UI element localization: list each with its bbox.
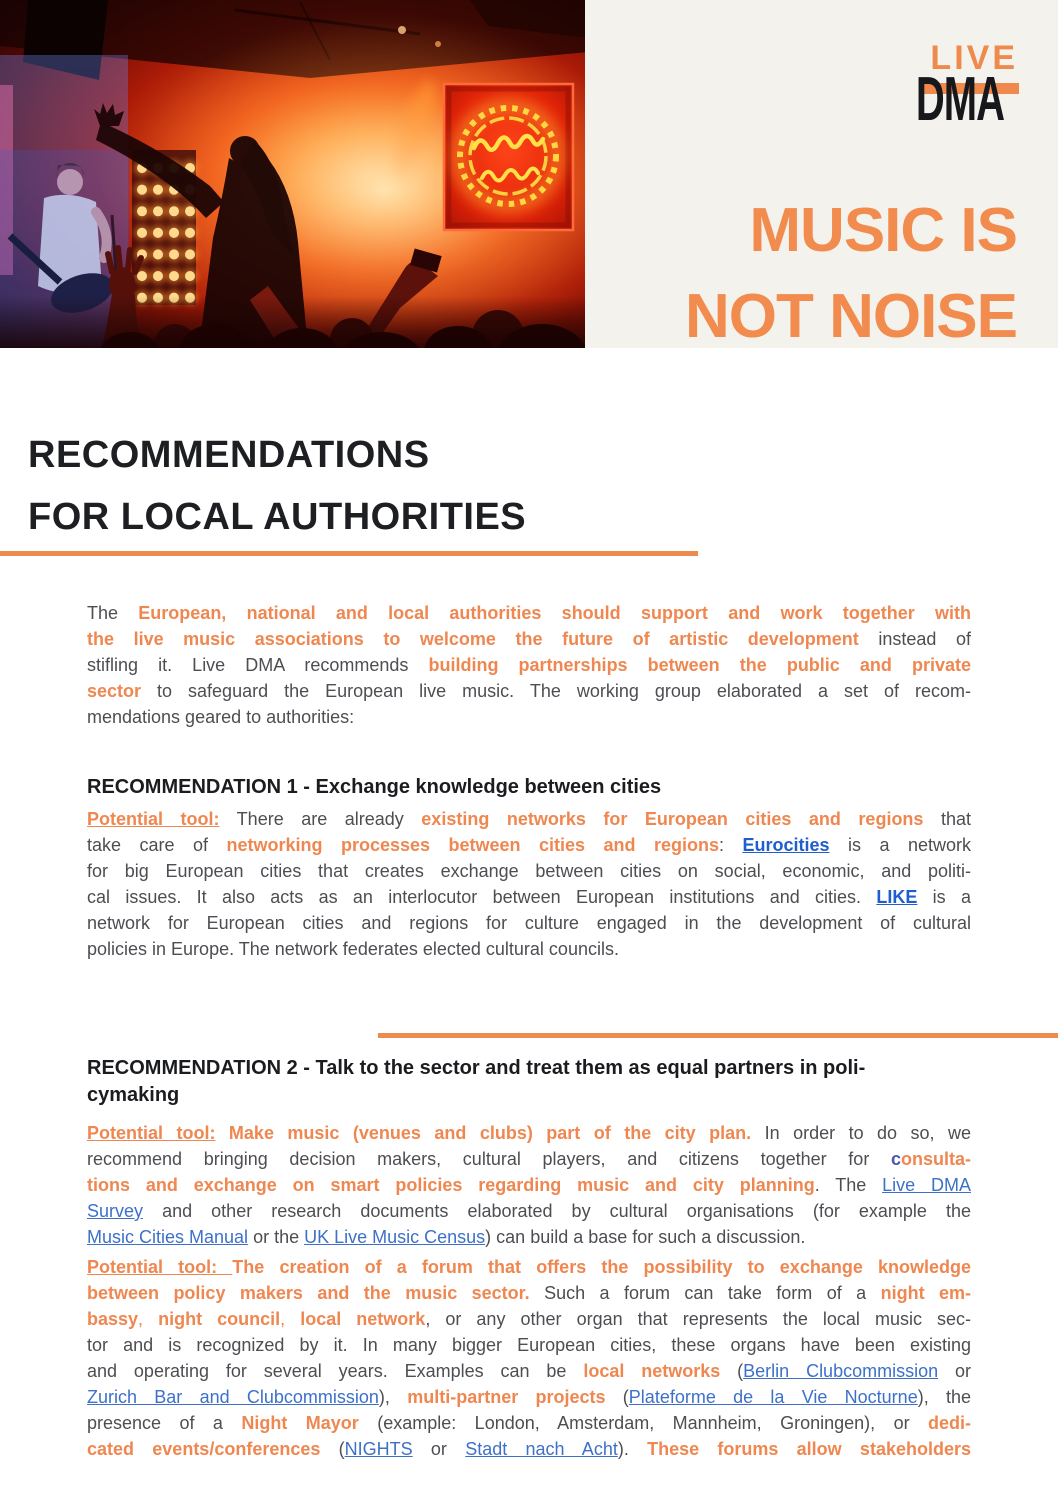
text-segment: dedi- <box>928 1413 972 1433</box>
text-link[interactable]: NIGHTS <box>344 1439 413 1459</box>
text-segment: between policy makers and the music sector. <box>87 1283 530 1303</box>
neon-sign <box>444 84 573 230</box>
text-link[interactable]: Berlin Clubcommission <box>743 1361 939 1381</box>
text-segment: that <box>923 809 971 829</box>
text-segment: mendations geared to authorities: <box>87 707 355 727</box>
text-segment: There are already <box>219 809 422 829</box>
text-segment: cal issues. It also acts as an interlocutor between European institutions and cities. <box>87 887 877 907</box>
text-segment: ), <box>378 1387 408 1407</box>
text-segment: multi-partner projects <box>407 1387 606 1407</box>
text-segment: night council <box>158 1309 281 1329</box>
live-dma-logo <box>878 41 1018 133</box>
text-line <box>87 1224 971 1250</box>
logo-dma-text: DMA <box>915 65 1004 135</box>
text-line <box>87 806 971 832</box>
text-link[interactable]: Zurich Bar and Clubcommission <box>87 1387 379 1407</box>
text-link[interactable]: Plateforme de la Vie Nocturne <box>628 1387 918 1407</box>
text-segment: building partnerships between the public and private <box>428 655 972 675</box>
text-segment: ) can build a base for such a discussion. <box>485 1227 806 1247</box>
text-link[interactable]: Survey <box>87 1201 144 1221</box>
text-segment: Night Mayor <box>241 1413 359 1433</box>
text-line <box>87 832 971 858</box>
text-segment: . The <box>814 1175 883 1195</box>
brand-panel <box>585 0 1058 351</box>
text-line <box>87 858 971 884</box>
text-segment: and other research documents elaborated by cultural organisations (for example the <box>143 1201 971 1221</box>
text-segment: to safeguard the European live music. The working group elaborated a set of recom- <box>141 681 971 701</box>
orange-divider-middle <box>378 1033 1058 1038</box>
text-segment: onsulta- <box>901 1149 971 1169</box>
text-link[interactable]: Eurocities <box>742 835 830 855</box>
text-segment: ( <box>720 1361 744 1381</box>
recommendation-1-heading: RECOMMENDATION 1 - Exchange knowledge between cities <box>87 776 662 798</box>
text-segment: tor and is recognized by it. In many bigger European cities, these organs have been existing <box>87 1335 971 1355</box>
page-title-line2: FOR LOCAL AUTHORITIES <box>28 496 527 538</box>
text-segment: ( <box>605 1387 629 1407</box>
recommendation-2-paragraph-1 <box>87 1120 971 1250</box>
text-link[interactable]: LIKE <box>876 887 918 907</box>
text-link[interactable]: UK Live Music Census <box>304 1227 486 1247</box>
text-segment: is a <box>917 887 972 907</box>
text-segment: , <box>280 1309 301 1329</box>
recommendation-1-paragraph <box>87 806 971 962</box>
text-segment: , or any other organ that represents the local music sec- <box>425 1309 972 1329</box>
text-line <box>87 600 971 626</box>
text-line <box>87 1436 971 1462</box>
recommendation-2-heading-line1: RECOMMENDATION 2 - Talk to the sector and treat them as equal partners in poli- <box>87 1057 866 1079</box>
text-line <box>87 1358 971 1384</box>
page-title-line1: RECOMMENDATIONS <box>28 434 430 476</box>
banner-title-line1: MUSIC IS <box>749 196 1017 265</box>
recommendation-2-heading <box>87 1055 971 1109</box>
recommendation-2-heading-line2: cymaking <box>87 1084 180 1106</box>
text-segment: presence of a <box>87 1413 242 1433</box>
text-line <box>87 1332 971 1358</box>
text-line <box>87 1384 971 1410</box>
text-segment: instead of <box>858 629 971 649</box>
text-segment: bassy <box>87 1309 139 1329</box>
text-segment: the live music associations to welcome the future of artistic development <box>87 629 859 649</box>
text-segment: Potential tool: <box>87 1257 233 1277</box>
text-segment: Such a forum can take form of a <box>529 1283 881 1303</box>
text-segment: : <box>719 835 743 855</box>
text-segment: , <box>138 1309 159 1329</box>
text-line <box>87 936 971 962</box>
text-segment: recommend bringing decision makers, cultural players, and citizens together for <box>87 1149 891 1169</box>
text-line <box>87 1280 971 1306</box>
text-segment: Potential tool: <box>87 809 220 829</box>
text-segment: cated events/conferences <box>87 1439 321 1459</box>
text-segment: ). <box>617 1439 648 1459</box>
text-segment: or <box>412 1439 466 1459</box>
text-segment: Make music (venues and clubs) part of the city plan. <box>228 1123 752 1143</box>
text-segment: The <box>87 603 139 623</box>
text-segment: for big European cities that creates exchange between cities on social, economic, and politi- <box>87 861 971 881</box>
text-segment: or the <box>248 1227 305 1247</box>
text-segment: local networks <box>583 1361 721 1381</box>
banner-title <box>685 188 1017 360</box>
text-line <box>87 884 971 910</box>
text-segment: The creation of a forum that offers the possibility to exchange knowledge <box>232 1257 972 1277</box>
text-line <box>87 1146 971 1172</box>
text-segment: networking processes between cities and regions <box>226 835 719 855</box>
text-segment: These forums allow stakeholders <box>647 1439 971 1459</box>
text-line <box>87 1198 971 1224</box>
intro-paragraph <box>87 600 971 730</box>
text-segment: and operating for several years. Examples can be <box>87 1361 584 1381</box>
text-segment: European, national and local authorities should support and work together with <box>138 603 971 623</box>
text-segment <box>215 1123 228 1143</box>
text-segment: policies in Europe. The network federates elected cultural councils. <box>87 939 619 959</box>
text-line <box>87 626 971 652</box>
text-line <box>87 704 971 730</box>
text-segment: is a network <box>829 835 971 855</box>
text-segment: In order to do so, we <box>751 1123 971 1143</box>
text-line <box>87 1306 971 1332</box>
text-segment: c <box>890 1149 901 1169</box>
text-link[interactable]: Music Cities Manual <box>87 1227 249 1247</box>
orange-divider-top <box>0 551 698 556</box>
text-segment: tions and exchange on smart policies regarding music and city planning <box>87 1175 815 1195</box>
text-segment: network for European cities and regions for culture engaged in the development of cultural <box>87 913 971 933</box>
text-segment: sector <box>87 681 142 701</box>
text-link[interactable]: Stadt nach Acht <box>465 1439 618 1459</box>
concert-photo <box>0 0 588 348</box>
text-segment: ), the <box>917 1387 971 1407</box>
recommendation-2-paragraph-2 <box>87 1254 971 1462</box>
text-line <box>87 1172 971 1198</box>
text-line <box>87 1410 971 1436</box>
text-line <box>87 652 971 678</box>
text-segment: ( <box>320 1439 345 1459</box>
page-title <box>28 424 526 548</box>
text-segment: take care of <box>87 835 227 855</box>
text-segment: or <box>938 1361 972 1381</box>
banner-title-line2: NOT NOISE <box>684 282 1017 351</box>
text-segment: local network <box>300 1309 426 1329</box>
text-segment: existing networks for European cities and regions <box>421 809 924 829</box>
text-segment: Potential tool: <box>87 1123 216 1143</box>
text-segment: night em- <box>880 1283 971 1303</box>
text-line <box>87 1120 971 1146</box>
text-line <box>87 678 971 704</box>
logo-live-text: LIVE <box>930 39 1018 77</box>
text-line <box>87 1254 971 1280</box>
text-line <box>87 910 971 936</box>
text-segment: stifling it. Live DMA recommends <box>87 655 429 675</box>
text-segment: (example: London, Amsterdam, Mannheim, Groningen), or <box>358 1413 929 1433</box>
text-link[interactable]: Live DMA <box>882 1175 971 1195</box>
